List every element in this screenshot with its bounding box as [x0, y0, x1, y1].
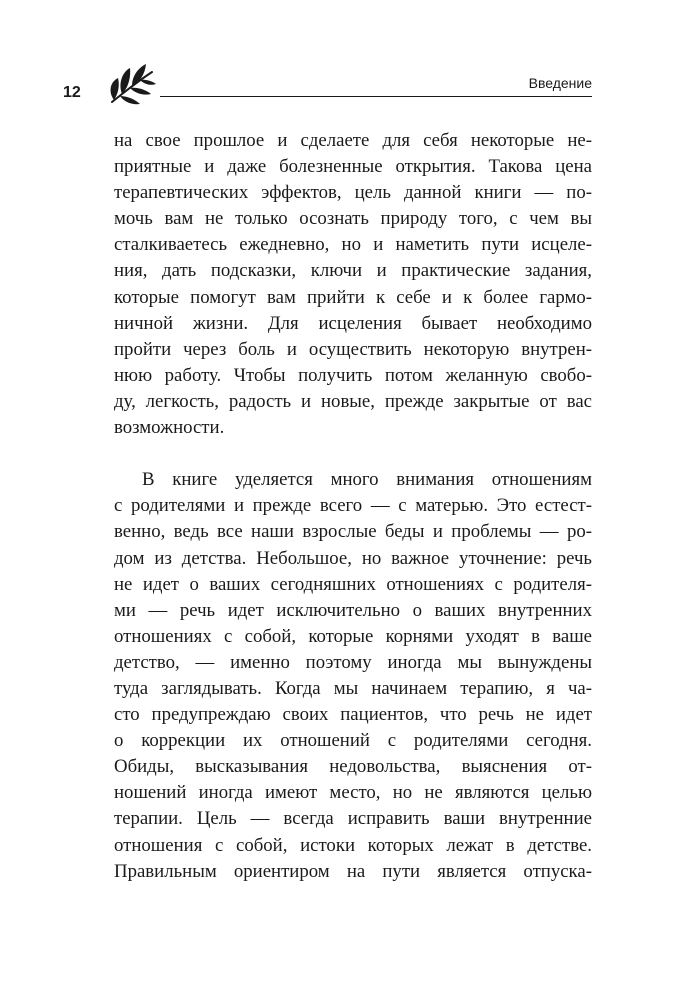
text-line: детство, — именно поэтому иногда мы вынуждены [114, 651, 592, 673]
text-line: ничной жизни. Для исцеления бывает необходимо [114, 312, 592, 334]
text-line: которые помогут вам прийти к себе и к более гармо- [114, 286, 592, 308]
text-line: с родителями и прежде всего — с матерью. Это естест- [114, 495, 592, 517]
text-line: терапевтических эффектов, цель данной книги — по- [114, 182, 592, 204]
text-line: отношениях с собой, которые корнями уходят в ваше [114, 625, 592, 647]
text-line: ми — речь идет исключительно о ваших внутренних [114, 599, 592, 621]
text-line: ношений иногда имеют место, но не являются целью [114, 782, 592, 804]
text-line: терапии. Цель — всегда исправить ваши внутренние [114, 808, 592, 830]
text-line: сто предупреждаю своих пациентов, что речь не идет [114, 704, 592, 726]
text-line: пройти через боль и осуществить некоторую внутрен- [114, 338, 592, 360]
text-line: не идет о ваших сегодняшних отношениях с родителя- [114, 573, 592, 595]
text-line: нюю работу. Чтобы получить потом желанную свобо- [114, 364, 592, 386]
leaf-branch-icon [104, 62, 158, 106]
header-rule [160, 96, 592, 97]
text-line: мочь вам не только осознать природу того, с чем вы [114, 208, 592, 230]
section-title: Введение [528, 75, 592, 91]
text-line: ду, легкость, радость и новые, прежде закрытые от вас [114, 390, 592, 412]
text-line: Правильным ориентиром на пути является отпуска- [114, 860, 592, 882]
text-line: на свое прошлое и сделаете для себя некоторые не- [114, 130, 592, 151]
page-number: 12 [63, 84, 81, 101]
text-line: туда заглядывать. Когда мы начинаем терапию, я ча- [114, 677, 592, 699]
text-line: венно, ведь все наши взрослые беды и проблемы — ро- [114, 521, 592, 543]
text-line: сталкиваетесь ежедневно, но и наметить пути исцеле- [114, 234, 592, 256]
text-line: о коррекции их отношений с родителями сегодня. [114, 730, 592, 752]
text-line: Обиды, высказывания недовольства, выяснения от- [114, 756, 592, 778]
text-line: возможности. [114, 417, 225, 439]
text-line: дом из детства. Небольшое, но важное уточнение: речь [114, 547, 592, 569]
text-line: В книге уделяется много внимания отношениям [142, 469, 592, 491]
body-text [114, 128, 592, 885]
text-line: приятные и даже болезненные открытия. Такова цена [114, 156, 592, 178]
paragraph [114, 467, 592, 885]
text-line: отношения с собой, истоки которых лежат в детстве. [114, 834, 592, 856]
paragraph [114, 128, 592, 441]
paragraph-gap [114, 441, 592, 467]
text-line: ния, дать подсказки, ключи и практические задания, [114, 260, 592, 282]
